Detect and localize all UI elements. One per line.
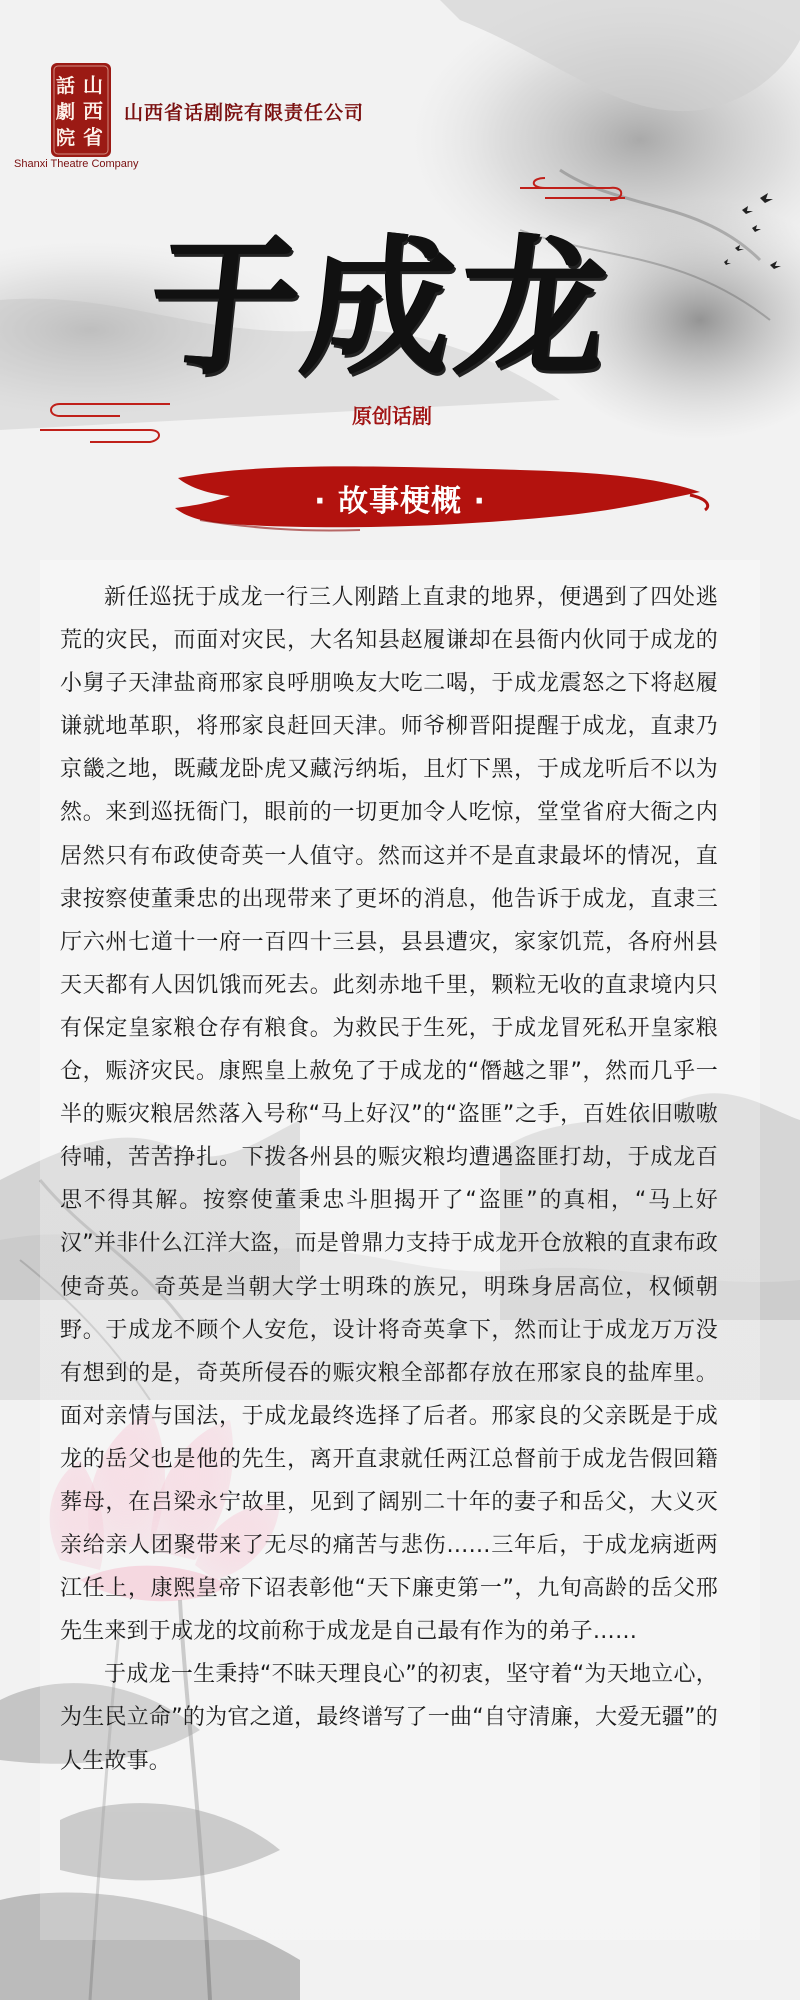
- company-english-name: Shanxi Theatre Company: [14, 158, 139, 170]
- svg-text:院: 院: [56, 127, 76, 149]
- play-subtitle: 原创话剧: [352, 404, 432, 428]
- company-name: 山西省话剧院有限责任公司: [124, 102, 365, 124]
- svg-text:省: 省: [83, 125, 103, 149]
- section-title: · 故事梗概 ·: [314, 484, 486, 519]
- theatre-seal-logo: [50, 62, 112, 158]
- svg-text:西: 西: [83, 99, 103, 123]
- story-paragraph: 新任巡抚于成龙一行三人刚踏上直隶的地界，便遇到了四处逃荒的灾民，而面对灾民，大名知县赵履谦却在县衙内伙同于成龙的小舅子天津盐商邢家良呼朋唤友大吃二喝，于成龙震怒之下将赵履谦就地革职，将邢家良赶回天津。师爷柳晋阳提醒于成龙，直隶乃京畿之地，既藏龙卧虎又藏污纳垢，且灯下黑，于成龙听后不以为然。来到巡抚衙门，眼前的一切更加令人吃惊，堂堂省府大衙之内居然只有布政使奇英一人值守。然而这并不是直隶最坏的情况，直隶按察使董秉忠的出现带来了更坏的消息，他告诉于成龙，直隶三厅六州七道十一府一百四十三县，县县遭灾，家家饥荒，各府州县天天都有人因饥饿而死去。此刻赤地千里，颗粒无收的直隶境内只有保定皇家粮仓存有粮食。为救民于生死，于成龙冒死私开皇家粮仓，赈济灾民。康熙皇上赦免了于成龙的“僭越之罪”，然而几乎一半的赈灾粮居然落入号称“马上好汉”的“盗匪”之手，百姓依旧嗷嗷待哺，苦苦挣扎。下拨各州县的赈灾粮均遭遇盗匪打劫，于成龙百思不得其解。按察使董秉忠斗胆揭开了“盗匪”的真相，“马上好汉”并非什么江洋大盗，而是曾鼎力支持于成龙开仓放粮的直隶布政使奇英。奇英是当朝大学士明珠的族兄，明珠身居高位，权倾朝野。于成龙不顾个人安危，设计将奇英拿下，然而让于成龙万万没有想到的是，奇英所侵吞的赈灾粮全部都存放在邢家良的盐库里。面对亲情与国法，于成龙最终选择了后者。邢家良的父亲既是于成龙的岳父也是他的先生，离开直隶就任两江总督前于成龙告假回籍葬母，在吕梁永宁故里，见到了阔别二十年的妻子和岳父，大义灭亲给亲人团聚带来了无尽的痛苦与悲伤……三年后，于成龙病逝两江任上，康熙皇帝下诏表彰他“天下廉吏第一”，九旬高龄的岳父邢先生来到于成龙的坟前称于成龙是自己最有作为的弟子……: [60, 585, 718, 1645]
- play-title: 于成龙: [140, 220, 622, 396]
- story-synopsis: [60, 576, 718, 1783]
- svg-text:話: 話: [56, 75, 76, 97]
- svg-text:山: 山: [83, 73, 103, 97]
- story-paragraph: 于成龙一生秉持“不昧天理良心”的初衷，坚守着“为天地立心，为生民立命”的为官之道，最终谱写了一曲“自守清廉，大爱无疆”的人生故事。: [60, 1662, 718, 1774]
- svg-text:劇: 劇: [56, 101, 76, 123]
